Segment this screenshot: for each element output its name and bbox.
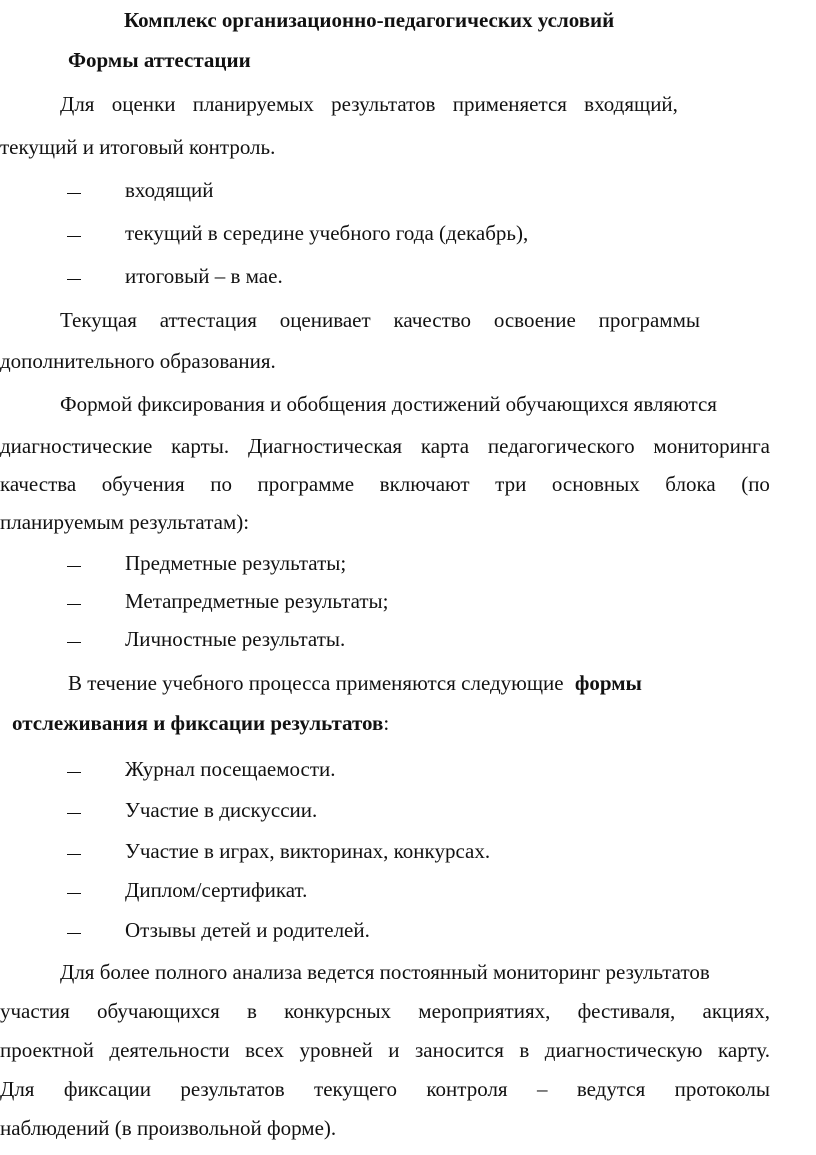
word: акциях, [702, 999, 770, 1023]
diagnostic-line-1: Формой фиксирования и обобщения достижений обучающихся являются [60, 392, 717, 416]
forms-intro-text: В течение учебного процесса применяются следующие [68, 671, 564, 695]
word: результатов [331, 92, 436, 116]
dash-bullet [67, 642, 81, 643]
diagnostic-line-2 [0, 436, 770, 457]
word: в [519, 1038, 530, 1062]
intro-line-1 [60, 94, 678, 115]
word: Для [0, 1077, 35, 1101]
word: фестиваля, [577, 999, 676, 1023]
forms-bold-word: формы [574, 671, 642, 695]
diagnostic-line-3 [0, 474, 770, 495]
dash-bullet [67, 813, 81, 814]
list-item: Участие в играх, викторинах, конкурсах. [125, 839, 491, 863]
word: Текущая [60, 308, 137, 332]
list-item: Отзывы детей и родителей. [125, 918, 370, 942]
dash-bullet [67, 854, 81, 855]
word: оценки [111, 92, 176, 116]
word: карту. [717, 1038, 770, 1062]
word: контроля [426, 1077, 508, 1101]
word: всех [245, 1038, 285, 1062]
word: проектной [0, 1038, 94, 1062]
monitoring-line-4 [0, 1079, 770, 1100]
word: мероприятиях, [418, 999, 551, 1023]
word: карта [420, 434, 470, 458]
list-item: Диплом/сертификат. [125, 878, 308, 902]
document-title: Комплекс организационно-педагогических условий [124, 8, 615, 32]
forms-intro-line-2 [12, 713, 389, 734]
dash-bullet [67, 772, 81, 773]
word: обучающихся [97, 999, 220, 1023]
dash-bullet [67, 933, 81, 934]
dash-bullet [67, 236, 81, 237]
dash-bullet [67, 893, 81, 894]
monitoring-line-1: Для более полного анализа ведется постоянный мониторинг результатов [60, 960, 710, 984]
word: программе [257, 472, 355, 496]
list-item: текущий в середине учебного года (декабрь), [125, 221, 529, 245]
word: Диагностическая [247, 434, 403, 458]
word: участия [0, 999, 70, 1023]
word: мониторинга [653, 434, 770, 458]
list-item: Участие в дискуссии. [125, 798, 318, 822]
attestation-line-2: дополнительного образования. [0, 349, 276, 373]
word: включают [379, 472, 470, 496]
list-item: Личностные результаты. [125, 627, 346, 651]
word: аттестация [159, 308, 257, 332]
word: заносится [415, 1038, 504, 1062]
word: ведутся [576, 1077, 646, 1101]
dash-bullet [67, 566, 81, 567]
word: деятельности [109, 1038, 230, 1062]
list-item: входящий [125, 178, 214, 202]
intro-line-2: текущий и итоговый контроль. [0, 135, 276, 159]
forms-intro-line-1 [68, 673, 642, 694]
word: планируемых [192, 92, 314, 116]
monitoring-line-2 [0, 1001, 770, 1022]
word: диагностические [0, 434, 153, 458]
word: диагностическую [544, 1038, 703, 1062]
word: освоение [493, 308, 576, 332]
dash-bullet [67, 279, 81, 280]
forms-bold-phrase: отслеживания и фиксации результатов [12, 711, 384, 735]
word: оценивает [279, 308, 371, 332]
word: программы [598, 308, 700, 332]
attestation-line-1 [60, 310, 700, 331]
word: – [536, 1077, 548, 1101]
word: входящий, [584, 92, 678, 116]
word: качества [0, 472, 77, 496]
monitoring-line-3 [0, 1040, 770, 1061]
word: обучения [101, 472, 185, 496]
word: основных [551, 472, 640, 496]
word: применяется [452, 92, 567, 116]
list-item: Журнал посещаемости. [125, 757, 336, 781]
word: протоколы [674, 1077, 770, 1101]
word: текущего [314, 1077, 398, 1101]
word: результатов [180, 1077, 285, 1101]
word: (по [741, 472, 770, 496]
list-item: Метапредметные результаты; [125, 589, 389, 613]
word: конкурсных [284, 999, 392, 1023]
section-heading: Формы аттестации [68, 48, 251, 72]
word: по [210, 472, 232, 496]
dash-bullet [67, 604, 81, 605]
word: три [495, 472, 527, 496]
word: блока [665, 472, 716, 496]
word: качество [393, 308, 472, 332]
list-item: Предметные результаты; [125, 551, 347, 575]
word: в [246, 999, 257, 1023]
monitoring-line-5: наблюдений (в произвольной форме). [0, 1116, 337, 1140]
diagnostic-line-4: планируемым результатам): [0, 510, 250, 534]
list-item: итоговый – в мае. [125, 264, 283, 288]
word: фиксации [63, 1077, 151, 1101]
word: и [388, 1038, 400, 1062]
word: уровней [299, 1038, 373, 1062]
dash-bullet [67, 193, 81, 194]
word: карты. [171, 434, 230, 458]
forms-intro-colon: : [383, 711, 390, 735]
word: Для [60, 92, 95, 116]
word: педагогического [487, 434, 635, 458]
